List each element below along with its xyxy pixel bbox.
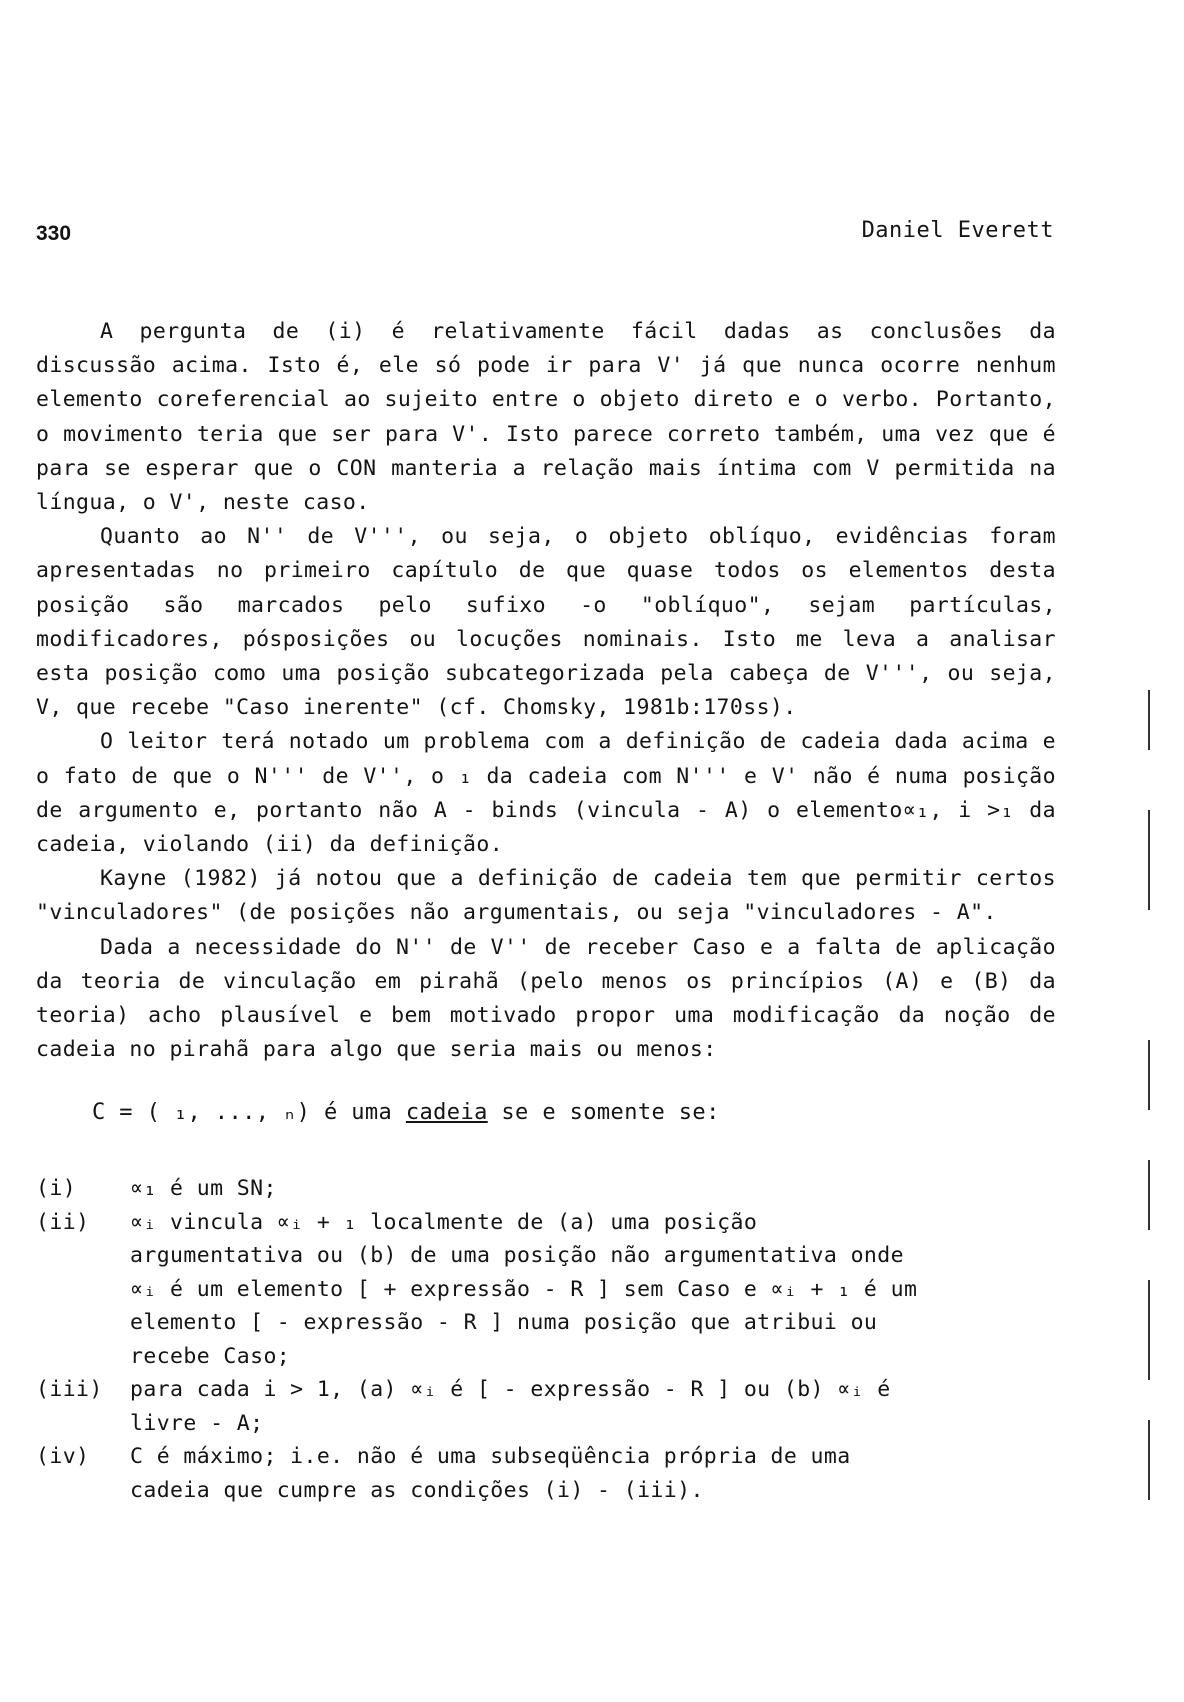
- page-number: 330: [36, 222, 72, 245]
- condition-number: (iii): [36, 1377, 103, 1402]
- margin-scan-mark: [1148, 1280, 1150, 1380]
- condition-number: (ii): [36, 1209, 90, 1235]
- condition-number: (i): [36, 1176, 77, 1201]
- condition-item: [36, 1172, 936, 1206]
- condition-item: [36, 1373, 936, 1440]
- condition-text: para cada i > 1, (a) ∝ᵢ é [ - expressão - R ] ou (b) ∝ᵢ é livre - A;: [130, 1377, 891, 1436]
- condition-text: ∝ᵢ vincula ∝ᵢ + ₁ localmente de (a) uma posição argumentativa ou (b) de uma posição não argumentativa onde ∝ᵢ é um elemento [ + expressão - R ] sem Caso e ∝ᵢ + ₁ é um elemento [ - expressão - R ] numa posição que atribui ou recebe Caso;: [130, 1209, 918, 1369]
- margin-scan-mark: [1148, 1420, 1150, 1500]
- formula-term: cadeia: [405, 1100, 488, 1125]
- paragraph: Kayne (1982) já notou que a definição de cadeia tem que permitir certos "vinculadores" (de posições não argumentais, ou seja "vinculadores - A".: [36, 866, 1056, 926]
- paragraph: Quanto ao N'' de V''', ou seja, o objeto oblíquo, evidências foram apresentadas no primeiro capítulo de que quase todos os elementos desta posição são marcados pelo sufixo -o "oblíquo", sejam partículas, modificadores, pósposições ou locuções nominais. Isto me leva a analisar esta posição como uma posição subcategorizada pela cabeça de V''', ou seja, V, que recebe "Caso inerente" (cf. Chomsky, 1981b:170ss).: [36, 524, 1056, 721]
- condition-text: C é máximo; i.e. não é uma subseqüência própria de uma cadeia que cumpre as condições (i) - (iii).: [130, 1444, 851, 1503]
- condition-text: ∝₁ é um SN;: [130, 1176, 277, 1201]
- margin-scan-mark: [1148, 1160, 1150, 1230]
- body-text: [36, 315, 1056, 1067]
- margin-scan-mark: [1148, 810, 1150, 910]
- paragraph: A pergunta de (i) é relativamente fácil dadas as conclusões da discussão acima. Isto é, ele só pode ir para V' já que nunca ocorre nenhum elemento coreferencial ao sujeito entre o objeto direto e o verbo. Portanto, o movimento teria que ser para V'. Isto parece correto também, uma vez que é para se esperar que o CON manteria a relação mais íntima com V permitida na língua, o V', neste caso.: [36, 319, 1056, 516]
- paragraph: Dada a necessidade do N'' de V'' de receber Caso e a falta de aplicação da teoria de vinculação em pirahã (pelo menos os princípios (A) e (B) da teoria) acho plausível e bem motivado propor uma modificação da noção de cadeia no pirahã para algo que seria mais ou menos:: [36, 934, 1056, 1063]
- chain-definition-formula: [92, 1100, 720, 1125]
- margin-scan-mark: [1148, 1040, 1150, 1110]
- running-head-author: Daniel Everett: [861, 218, 1054, 243]
- condition-list: [36, 1172, 936, 1507]
- condition-item: [36, 1206, 936, 1374]
- condition-item: [36, 1440, 936, 1507]
- margin-scan-mark: [1148, 690, 1150, 750]
- condition-number: (iv): [36, 1444, 90, 1469]
- formula-tail: se e somente se:: [501, 1100, 720, 1125]
- formula-expression: C = ( ₁, ..., ₙ) é uma: [92, 1100, 393, 1125]
- paragraph: O leitor terá notado um problema com a definição de cadeia dada acima e o fato de que o N''' de V'', o ₁ da cadeia com N''' e V' não é numa posição de argumento e, portanto não A - binds (vincula - A) o elemento∝₁, i >₁ da cadeia, violando (ii) da definição.: [36, 729, 1056, 858]
